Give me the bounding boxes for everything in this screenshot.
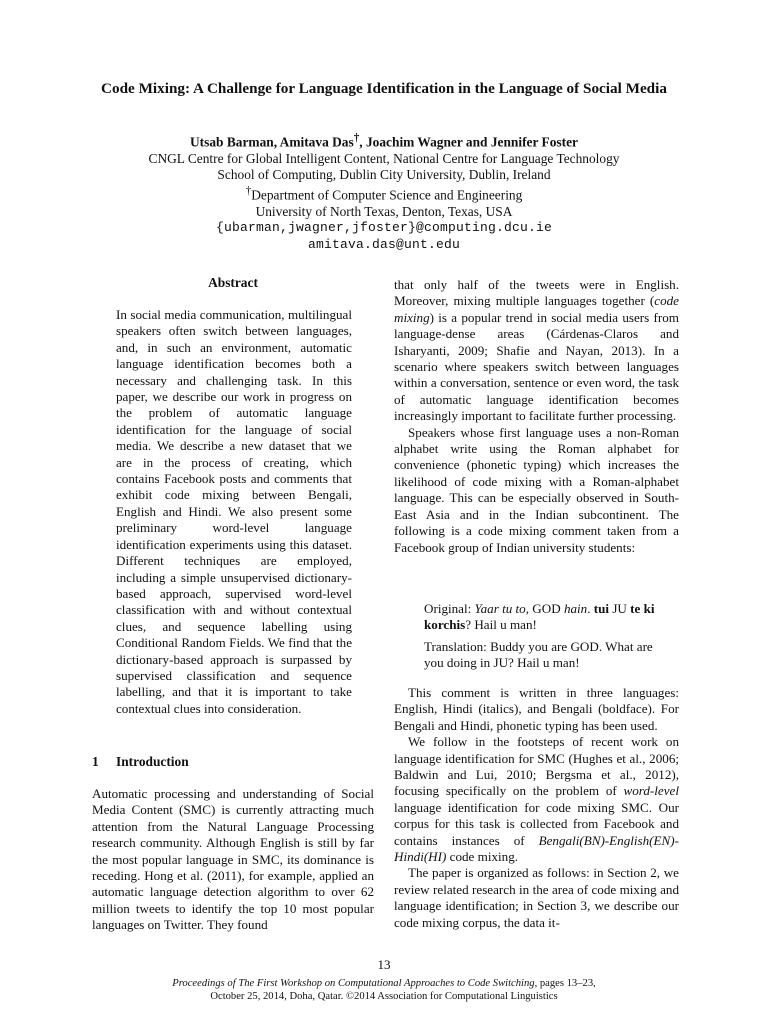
paragraph-three-languages: This comment is written in three languages: English, Hindi (italics), and Bengali (boldface). For Bengali and Hindi, phonetic typing has been used. bbox=[394, 685, 679, 733]
affiliation-unt: University of North Texas, Denton, Texas, USA bbox=[255, 204, 513, 220]
section-heading-introduction bbox=[92, 754, 189, 770]
author-names: Utsab Barman, Amitava Das†, Joachim Wagner and Jennifer Foster bbox=[190, 132, 578, 150]
section-title: Introduction bbox=[116, 754, 189, 769]
abstract-text: In social media communication, multilingual speakers often switch between languages, and, in such an environment, automatic language identification becomes both a necessary and challenging task. In this paper, we describe our work in progress on the problem of automatic language identification for the language of social media. We describe a new dataset that we are in the process of creating, which contains Facebook posts and comments that exhibit code mixing between Bengali, English and Hindi. We also present some preliminary word-level language identification experiments using this dataset. Different techniques are employed, including a simple unsupervised dictionary-based approach, supervised word-level classification with and without contextual clues, and sequence labelling using Conditional Random Fields. We find that the dictionary-based approach is surpassed by supervised classification and sequence labelling, and that it is important to take contextual clues into consideration. bbox=[116, 307, 352, 716]
paragraph-phonetic-typing: Speakers whose first language uses a non-Roman alphabet write using the Roman alphabet for convenience (phonetic typing) which increases the likelihood of code mixing with a Roman-alphabet language. This can be especially observed in South-East Asia and in the Indian subcontinent. The following is a code mixing comment taken from a Facebook group of Indian university students: bbox=[394, 424, 679, 555]
proceedings-footer: Proceedings of The First Workshop on Computational Approaches to Code Switching, pages 13–23, October 25, 2014, Doha, Qatar. ©2014 Association for Computational Linguistics bbox=[100, 978, 668, 1003]
abstract-heading: Abstract bbox=[208, 275, 258, 290]
paragraph-related-work: We follow in the footsteps of recent work on language identification for SMC (Hughes et al., 2006; Baldwin and Lui, 2010; Bergsma et al., 2012), focusing specifically on the problem of word-level language identification for code mixing SMC. Our corpus for this task is collected from Facebook and contains instances of Bengali(BN)-English(EN)-Hindi(HI) code mixing. bbox=[394, 734, 679, 865]
affiliation-dcu: School of Computing, Dublin City University, Dublin, Ireland bbox=[217, 167, 551, 183]
footer-venue: Proceedings of The First Workshop on Computational Approaches to Code Switching bbox=[172, 978, 535, 989]
intro-paragraph: Automatic processing and understanding of Social Media Content (SMC) is currently attracting much attention from the Natural Language Processing research community. Although English is still by far the most popular language in SMC, its dominance is receding. Hong et al. (2011), for example, applied an automatic language detection algorithm to over 62 million tweets to identify the top 10 most popular languages on Twitter. They found bbox=[92, 786, 374, 933]
paper-title: Code Mixing: A Challenge for Language Identification in the Language of Social Media bbox=[101, 80, 667, 97]
paragraph-organization: The paper is organized as follows: in Section 2, we review related research in the area of code mixing and language identification; in Section 3, we describe our code mixing corpus, the data it- bbox=[394, 865, 679, 930]
paragraph-code-mixing: that only half of the tweets were in English. Moreover, mixing multiple languages together (code mixing) is a popular trend in social media users from language-dense areas (Cárdenas-Claros and Isharyanti, 2009; Shafie and Nayan, 2013). In a scenario where speakers switch between languages within a conversation, sentence or even word, the task of automatic language identification becomes increasingly important to facilitate further processing. bbox=[394, 277, 679, 424]
affiliation-cngl: CNGL Centre for Global Intelligent Content, National Centre for Language Technology bbox=[148, 150, 620, 166]
page-number: 13 bbox=[377, 957, 391, 972]
affiliation-unt-dept: †Department of Computer Science and Engineering bbox=[245, 185, 523, 203]
section-number: 1 bbox=[92, 754, 99, 769]
dagger-mark: † bbox=[353, 132, 360, 144]
email-dcu: {ubarman,jwagner,jfoster}@computing.dcu.ie bbox=[215, 220, 553, 236]
email-unt: amitava.das@unt.edu bbox=[307, 236, 461, 252]
footer-date-copyright: October 25, 2014, Doha, Qatar. ©2014 Association for Computational Linguistics bbox=[210, 990, 558, 1002]
right-column-top bbox=[394, 277, 679, 556]
example-original: Original: Yaar tu to, GOD hain. tui JU te ki korchis? Hail u man! bbox=[424, 601, 655, 633]
author-block bbox=[60, 130, 708, 253]
example-translation: Translation: Buddy you are GOD. What are you doing in JU? Hail u man! bbox=[424, 639, 653, 671]
right-column-bottom bbox=[394, 685, 679, 931]
